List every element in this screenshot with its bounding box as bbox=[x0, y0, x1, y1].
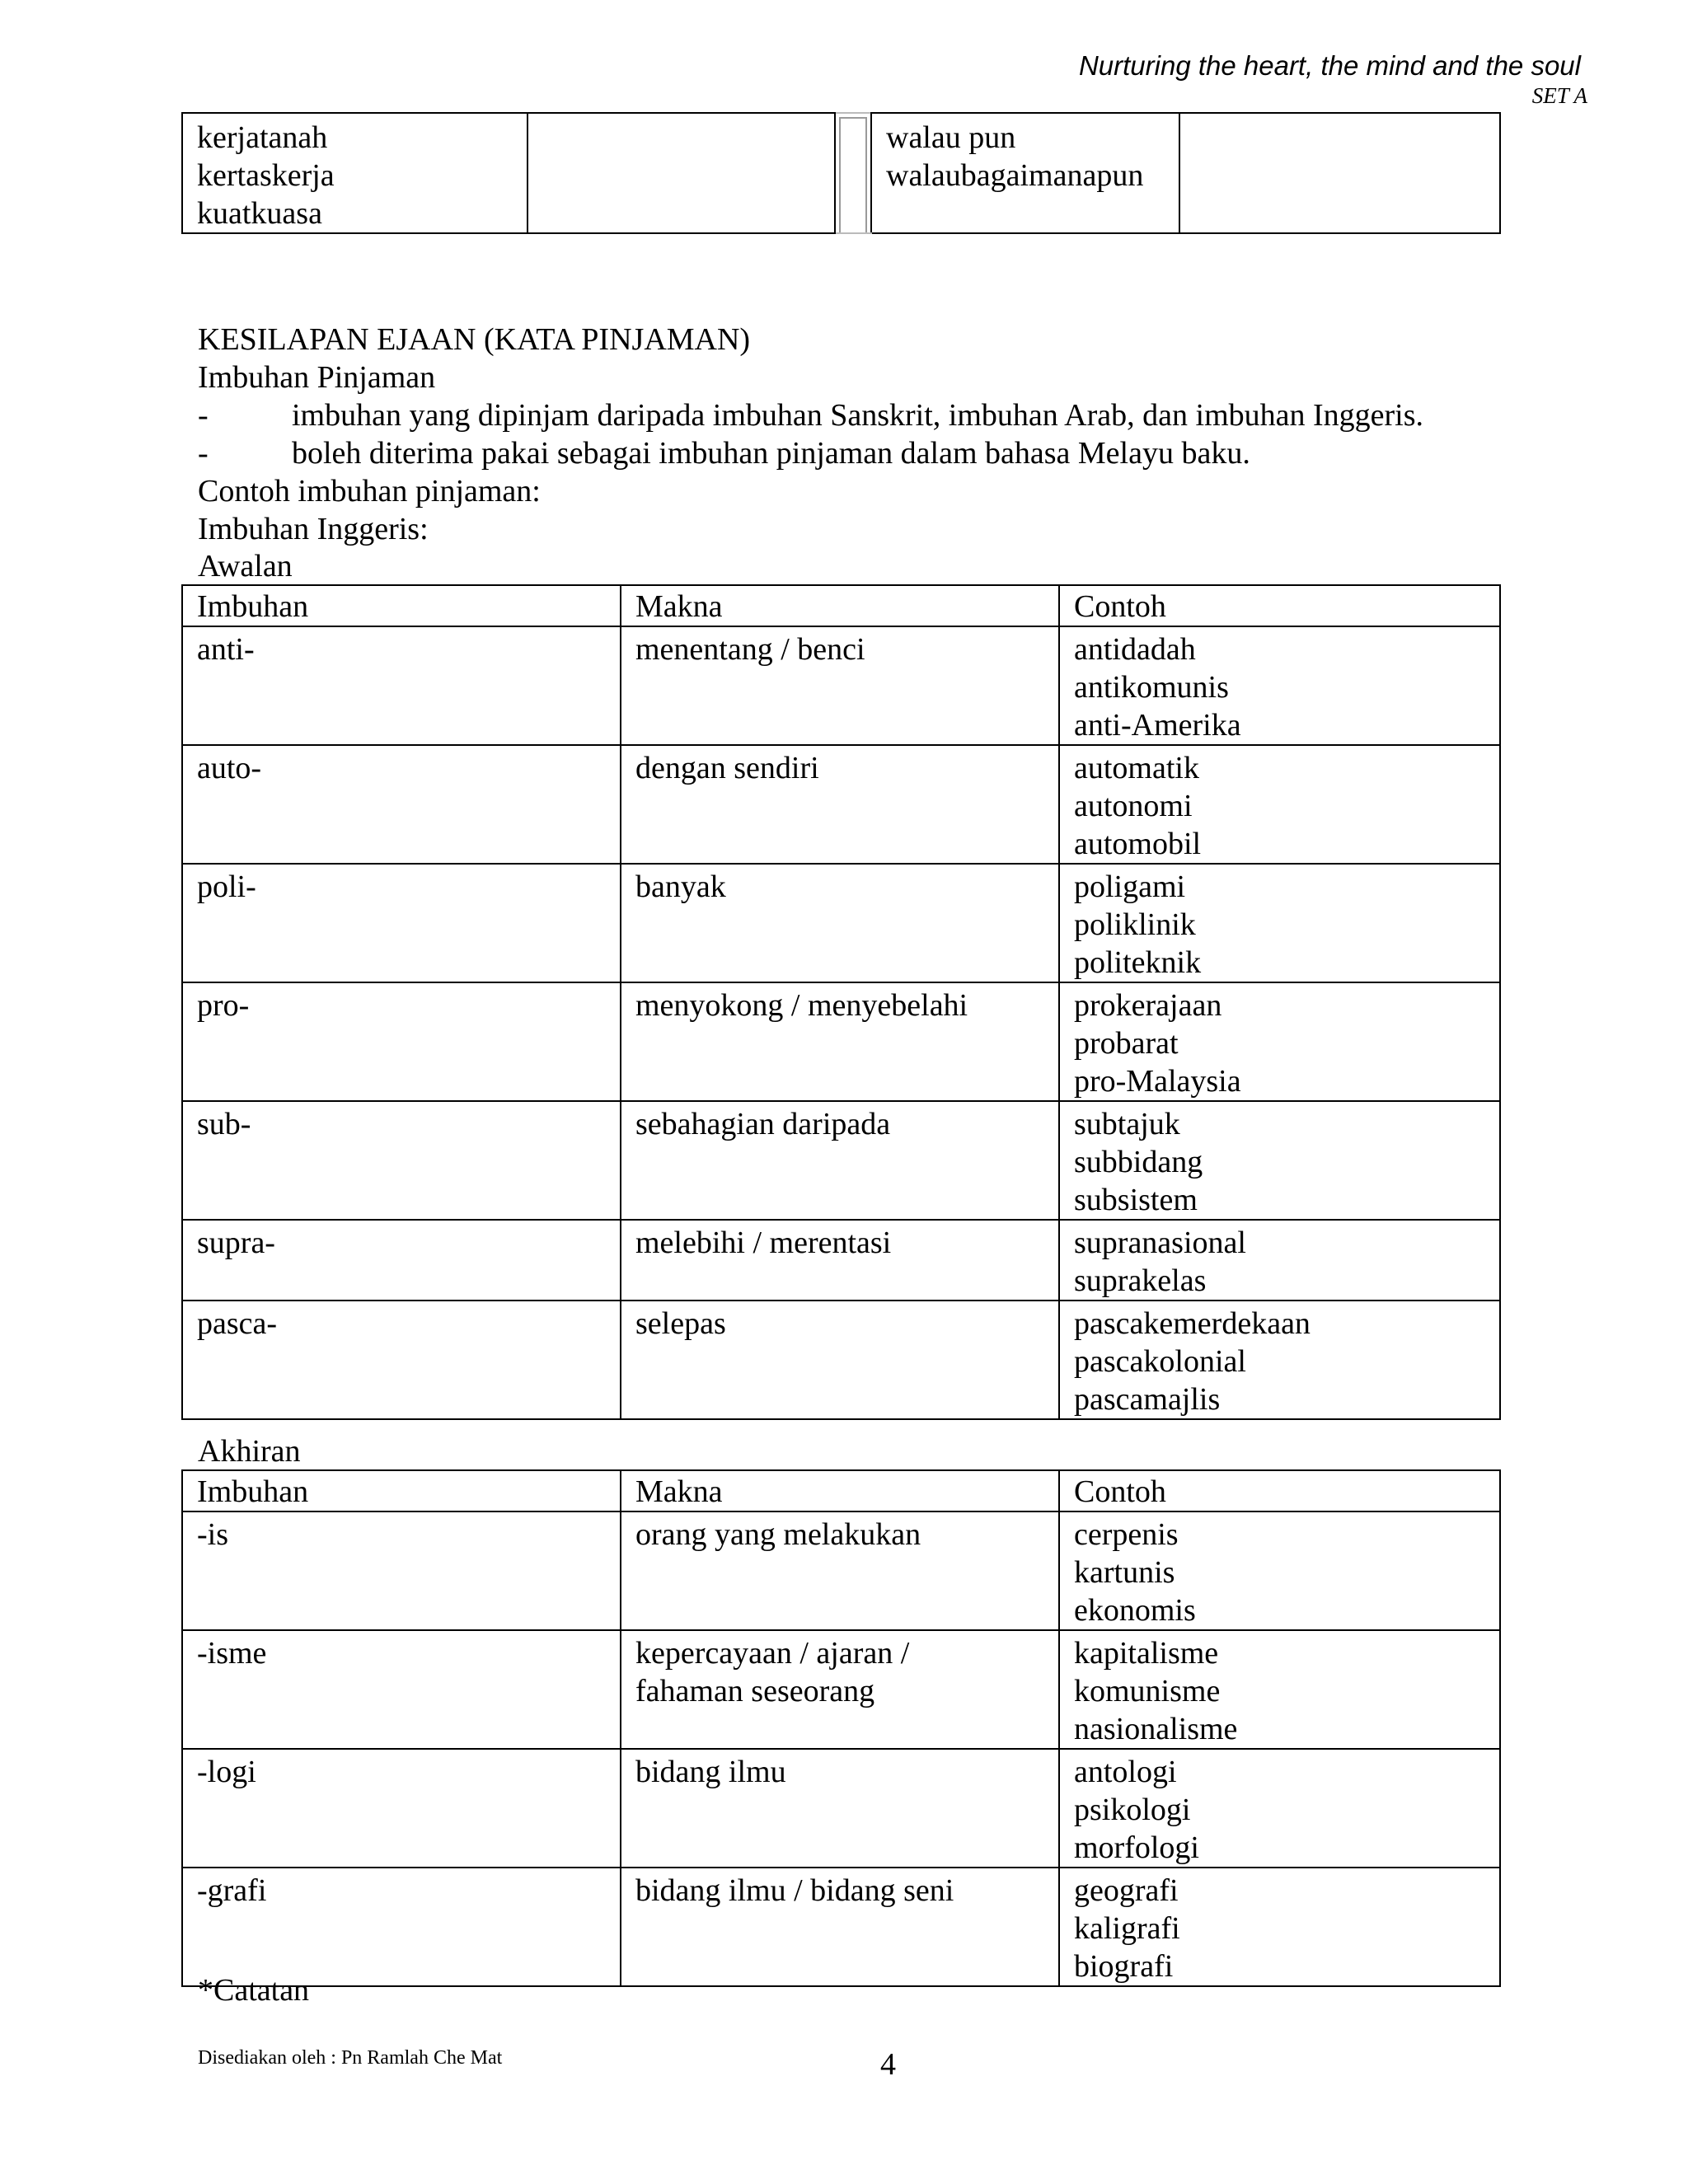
makna-cell bbox=[621, 1868, 1059, 1986]
makna-line: fahaman seseorang bbox=[635, 1674, 875, 1708]
contoh-word: antologi bbox=[1074, 1755, 1177, 1789]
contoh-cell bbox=[1059, 1749, 1500, 1868]
bullet-item bbox=[198, 434, 1250, 472]
header-makna: Makna bbox=[621, 585, 1059, 626]
section-title: KESILAPAN EJAAN (KATA PINJAMAN) bbox=[198, 322, 751, 357]
table-row bbox=[182, 1749, 1500, 1868]
makna-line: bidang ilmu / bidang seni bbox=[635, 1873, 954, 1908]
makna-cell bbox=[621, 1630, 1059, 1749]
contoh-word: pascakolonial bbox=[1074, 1344, 1246, 1379]
table-row bbox=[182, 626, 1500, 745]
header-imbuhan: Imbuhan bbox=[182, 585, 621, 626]
makna-line: banyak bbox=[635, 869, 726, 904]
inggeris-label: Imbuhan Inggeris: bbox=[198, 512, 429, 546]
makna-line: selepas bbox=[635, 1306, 726, 1341]
word: walaubagaimanapun bbox=[886, 158, 1144, 193]
table-row bbox=[182, 1301, 1500, 1419]
header-makna: Makna bbox=[621, 1470, 1059, 1511]
imbuhan-cell: anti- bbox=[182, 626, 621, 745]
contoh-word: anti-Amerika bbox=[1074, 708, 1241, 743]
contoh-word: ekonomis bbox=[1074, 1593, 1196, 1628]
contoh-word: pascamajlis bbox=[1074, 1382, 1221, 1417]
imbuhan-cell: -is bbox=[182, 1511, 621, 1630]
imbuhan-cell: -logi bbox=[182, 1749, 621, 1868]
word: walau pun bbox=[886, 120, 1016, 155]
contoh-word: antikomunis bbox=[1074, 670, 1229, 705]
imbuhan-cell: supra- bbox=[182, 1220, 621, 1301]
bullet-dash: - bbox=[198, 436, 209, 471]
makna-line: sebahagian daripada bbox=[635, 1107, 891, 1141]
contoh-word: biografi bbox=[1074, 1949, 1174, 1984]
contoh-word: poliklinik bbox=[1074, 907, 1196, 942]
bullet-item bbox=[198, 396, 1423, 434]
contoh-word: supranasional bbox=[1074, 1226, 1246, 1260]
contoh-word: kartunis bbox=[1074, 1555, 1175, 1590]
contoh-word: pascakemerdekaan bbox=[1074, 1306, 1311, 1341]
top-table-empty-cell bbox=[1179, 113, 1500, 233]
header-imbuhan: Imbuhan bbox=[182, 1470, 621, 1511]
contoh-cell bbox=[1059, 1101, 1500, 1220]
contoh-word: subsistem bbox=[1074, 1183, 1198, 1217]
makna-line: melebihi / merentasi bbox=[635, 1226, 892, 1260]
makna-line: bidang ilmu bbox=[635, 1755, 786, 1789]
imbuhan-cell: pro- bbox=[182, 982, 621, 1101]
imbuhan-cell: auto- bbox=[182, 745, 621, 864]
contoh-label: Contoh imbuhan pinjaman: bbox=[198, 474, 541, 509]
page-number: 4 bbox=[880, 2047, 896, 2082]
table-row bbox=[182, 1511, 1500, 1630]
top-table-right-cell bbox=[871, 113, 1179, 233]
contoh-cell bbox=[1059, 1220, 1500, 1301]
makna-cell bbox=[621, 626, 1059, 745]
contoh-word: komunisme bbox=[1074, 1674, 1221, 1708]
contoh-word: antidadah bbox=[1074, 632, 1196, 667]
top-table-left-cell bbox=[182, 113, 528, 233]
imbuhan-cell: pasca- bbox=[182, 1301, 621, 1419]
table-header-row bbox=[182, 1470, 1500, 1511]
contoh-cell bbox=[1059, 982, 1500, 1101]
contoh-word: politeknik bbox=[1074, 945, 1202, 980]
contoh-word: pro-Malaysia bbox=[1074, 1064, 1241, 1099]
table-row bbox=[182, 1220, 1500, 1301]
section-subtitle: Imbuhan Pinjaman bbox=[198, 360, 436, 395]
contoh-word: autonomi bbox=[1074, 789, 1193, 823]
contoh-word: kapitalisme bbox=[1074, 1636, 1219, 1671]
imbuhan-cell: -grafi bbox=[182, 1868, 621, 1986]
header-contoh: Contoh bbox=[1059, 585, 1500, 626]
contoh-word: cerpenis bbox=[1074, 1517, 1179, 1552]
makna-line: menentang / benci bbox=[635, 632, 865, 667]
contoh-cell bbox=[1059, 1301, 1500, 1419]
header-contoh: Contoh bbox=[1059, 1470, 1500, 1511]
makna-line: orang yang melakukan bbox=[635, 1517, 921, 1552]
contoh-cell bbox=[1059, 1511, 1500, 1630]
contoh-word: psikologi bbox=[1074, 1793, 1191, 1827]
table-row bbox=[182, 1630, 1500, 1749]
bullet-dash: - bbox=[198, 398, 209, 433]
contoh-word: prokerajaan bbox=[1074, 988, 1222, 1023]
contoh-cell bbox=[1059, 1630, 1500, 1749]
header-tagline: Nurturing the heart, the mind and the soul bbox=[1078, 50, 1581, 81]
contoh-word: automatik bbox=[1074, 751, 1199, 785]
imbuhan-cell: sub- bbox=[182, 1101, 621, 1220]
akhiran-table bbox=[181, 1469, 1501, 1987]
top-word-table bbox=[181, 112, 1501, 234]
makna-line: kepercayaan / ajaran / bbox=[635, 1636, 910, 1671]
top-table-gap bbox=[835, 113, 871, 233]
contoh-word: poligami bbox=[1074, 869, 1186, 904]
makna-cell bbox=[621, 1101, 1059, 1220]
table-row bbox=[182, 1868, 1500, 1986]
table-row bbox=[182, 1101, 1500, 1220]
makna-line: menyokong / menyebelahi bbox=[635, 988, 968, 1023]
table-row bbox=[182, 745, 1500, 864]
imbuhan-cell: poli- bbox=[182, 864, 621, 982]
makna-cell bbox=[621, 864, 1059, 982]
contoh-cell bbox=[1059, 745, 1500, 864]
makna-cell bbox=[621, 1301, 1059, 1419]
catatan-note: *Catatan bbox=[198, 1973, 310, 2008]
imbuhan-cell: -isme bbox=[182, 1630, 621, 1749]
table-header-row bbox=[182, 585, 1500, 626]
contoh-word: nasionalisme bbox=[1074, 1712, 1238, 1746]
word: kertaskerja bbox=[197, 158, 335, 193]
table-row bbox=[182, 864, 1500, 982]
contoh-cell bbox=[1059, 864, 1500, 982]
contoh-cell bbox=[1059, 626, 1500, 745]
makna-cell bbox=[621, 1749, 1059, 1868]
contoh-word: kaligrafi bbox=[1074, 1911, 1180, 1946]
awalan-label: Awalan bbox=[198, 549, 293, 583]
makna-cell bbox=[621, 1220, 1059, 1301]
makna-cell bbox=[621, 745, 1059, 864]
makna-cell bbox=[621, 1511, 1059, 1630]
bullet-text: boleh diterima pakai sebagai imbuhan pinjaman dalam bahasa Melayu baku. bbox=[292, 436, 1250, 471]
contoh-word: subbidang bbox=[1074, 1145, 1203, 1179]
makna-line: dengan sendiri bbox=[635, 751, 819, 785]
makna-cell bbox=[621, 982, 1059, 1101]
contoh-word: suprakelas bbox=[1074, 1263, 1207, 1298]
contoh-word: subtajuk bbox=[1074, 1107, 1180, 1141]
table-row bbox=[182, 982, 1500, 1101]
contoh-word: geografi bbox=[1074, 1873, 1179, 1908]
top-table-empty-cell bbox=[528, 113, 835, 233]
awalan-table bbox=[181, 584, 1501, 1420]
header-set-label: SET A bbox=[1531, 83, 1587, 108]
contoh-word: probarat bbox=[1074, 1026, 1179, 1061]
contoh-word: morfologi bbox=[1074, 1830, 1199, 1865]
contoh-cell bbox=[1059, 1868, 1500, 1986]
bullet-text: imbuhan yang dipinjam daripada imbuhan Sanskrit, imbuhan Arab, dan imbuhan Inggeris. bbox=[292, 398, 1424, 433]
footer-credit: Disediakan oleh : Pn Ramlah Che Mat bbox=[198, 2047, 503, 2069]
contoh-word: automobil bbox=[1074, 827, 1202, 861]
word: kerjatanah bbox=[197, 120, 328, 155]
akhiran-label: Akhiran bbox=[198, 1434, 301, 1469]
word: kuatkuasa bbox=[197, 196, 322, 231]
